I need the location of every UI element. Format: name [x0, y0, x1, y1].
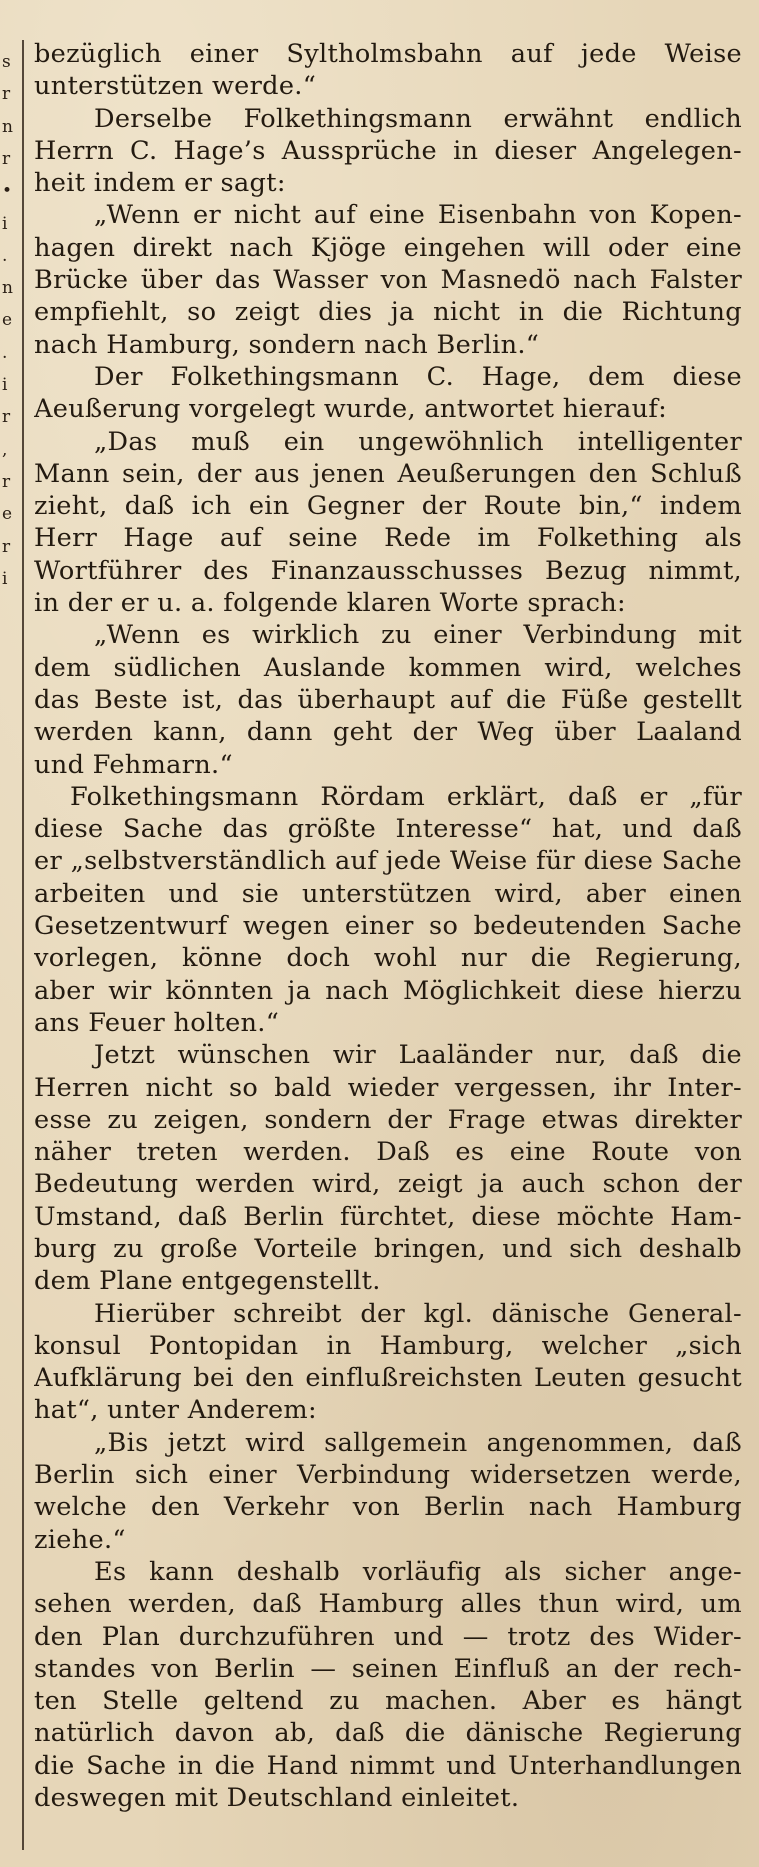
text-line: konsul Pontopidan in Hamburg, welcher „sich	[34, 1330, 742, 1361]
text-line: Brücke über das Wasser von Masnedö nach Falster	[34, 265, 742, 296]
text-line: vorlegen, könne doch wohl nur die Regierung,	[34, 943, 742, 974]
text-line: unterstützen werde.“	[34, 71, 317, 102]
text-line: esse zu zeigen, sondern der Frage etwas direkter	[34, 1104, 742, 1135]
text-line: ziehe.“	[34, 1524, 126, 1555]
text-line: arbeiten und sie unterstützen wird, aber einen	[34, 878, 742, 909]
paragraph	[34, 199, 742, 360]
text-line: den Plan durchzuführen und — trotz des Wider-	[34, 1621, 742, 1652]
margin-fragment: e	[2, 310, 13, 331]
paragraph	[34, 1556, 742, 1814]
text-line: näher treten werden. Daß es eine Route von	[34, 1137, 742, 1168]
text-line: bezüglich einer Syltholmsbahn auf jede Weise	[34, 39, 742, 69]
text-line: welche den Verkehr von Berlin nach Hamburg	[34, 1492, 742, 1523]
paragraph	[34, 619, 742, 780]
margin-fragment: ,	[2, 439, 8, 460]
text-line: Aeußerung vorgelegt wurde, antwortet hierauf:	[34, 394, 668, 425]
text-line: er „selbstverständlich auf jede Weise für diese Sache	[34, 846, 742, 877]
paragraph	[34, 426, 742, 620]
column-rule	[22, 40, 24, 1850]
margin-fragment: i	[2, 568, 8, 589]
margin-fragment: r	[2, 148, 11, 169]
text-line: „Das muß ein ungewöhnlich intelligenter	[94, 426, 742, 457]
margin-fragment: n	[2, 116, 13, 137]
margin-fragment: .	[2, 342, 8, 363]
margin-fragment: r	[2, 471, 11, 492]
margin-fragment: •	[2, 181, 13, 202]
text-line: Bedeutung werden wird, zeigt ja auch schon der	[34, 1169, 742, 1200]
text-line: deswegen mit Deutschland einleitet.	[34, 1783, 520, 1814]
text-line: heit indem er sagt:	[34, 168, 286, 199]
text-line: aber wir könnten ja nach Möglichkeit diese hierzu	[34, 975, 742, 1006]
text-line: natürlich davon ab, daß die dänische Regierung	[34, 1718, 742, 1749]
margin-fragment: r	[2, 536, 11, 557]
text-line: werden kann, dann geht der Weg über Laaland	[34, 717, 742, 748]
text-line: Herr Hage auf seine Rede im Folkething als	[34, 523, 742, 554]
text-line: diese Sache das größte Interesse“ hat, und daß	[34, 814, 742, 845]
text-line: und Fehmarn.“	[34, 749, 233, 780]
text-line: „Wenn er nicht auf eine Eisenbahn von Kopen-	[94, 200, 742, 231]
text-line: burg zu große Vorteile bringen, und sich deshalb	[34, 1233, 742, 1264]
text-line: ten Stelle geltend zu machen. Aber es hängt	[34, 1686, 742, 1717]
margin-fragment: r	[2, 407, 11, 428]
text-line: Hierüber schreibt der kgl. dänische General-	[94, 1298, 742, 1329]
paragraph	[34, 781, 742, 1039]
text-line: Es kann deshalb vorläufig als sicher ange-	[94, 1556, 742, 1587]
text-line: Derselbe Folkethingsmann erwähnt endlich	[94, 103, 742, 134]
text-line: dem südlichen Auslande kommen wird, welches	[34, 652, 742, 683]
text-line: Berlin sich einer Verbindung widersetzen werde,	[34, 1460, 742, 1491]
paragraph	[34, 1039, 742, 1297]
text-line: Herrn C. Hage’s Aussprüche in dieser Angelegen-	[34, 135, 742, 166]
paragraph	[34, 1427, 742, 1556]
text-line: in der er u. a. folgende klaren Worte sprach:	[34, 588, 626, 619]
text-line: dem Plane entgegenstellt.	[34, 1266, 381, 1297]
margin-fragment: n	[2, 278, 13, 299]
text-line: Mann sein, der aus jenen Aeußerungen den Schluß	[34, 458, 742, 489]
text-line: hagen direkt nach Kjöge eingehen will oder eine	[34, 232, 742, 263]
margin-fragment: e	[2, 504, 13, 525]
text-line: nach Hamburg, sondern nach Berlin.“	[34, 329, 540, 360]
text-line: Der Folkethingsmann C. Hage, dem diese	[94, 361, 742, 392]
margin-fragment: r	[2, 84, 11, 105]
text-line: „Bis jetzt wird sallgemein angenommen, daß	[94, 1427, 742, 1458]
paragraph	[34, 103, 742, 200]
text-line: Wortführer des Finanzausschusses Bezug nimmt,	[34, 555, 742, 586]
text-line: Umstand, daß Berlin fürchtet, diese möchte Ham-	[34, 1201, 742, 1232]
text-line: standes von Berlin — seinen Einfluß an der rech-	[34, 1653, 742, 1684]
text-line: das Beste ist, das überhaupt auf die Füße gestellt	[34, 684, 742, 715]
paragraph	[34, 361, 742, 426]
text-line: Herren nicht so bald wieder vergessen, ihr Inter-	[34, 1072, 742, 1103]
text-line: Aufklärung bei den einflußreichsten Leuten gesucht	[34, 1363, 742, 1394]
text-line: Folkethingsmann Rördam erklärt, daß er „für	[70, 781, 742, 812]
text-line: ans Feuer holten.“	[34, 1007, 280, 1038]
margin-fragment: .	[2, 245, 8, 266]
text-line: empfiehlt, so zeigt dies ja nicht in die Richtung	[34, 297, 742, 328]
text-line: „Wenn es wirklich zu einer Verbindung mit	[94, 620, 742, 651]
text-line: die Sache in die Hand nimmt und Unterhandlungen	[34, 1750, 742, 1781]
margin-fragment: s	[2, 52, 11, 72]
article-column	[34, 38, 742, 1814]
margin-fragment: i	[2, 213, 8, 234]
text-line: sehen werden, daß Hamburg alles thun wird, um	[34, 1589, 742, 1620]
margin-fragment: i	[2, 375, 8, 395]
text-line: hat“, unter Anderem:	[34, 1395, 317, 1426]
text-line: Gesetzentwurf wegen einer so bedeutenden Sache	[34, 911, 742, 942]
text-line: Jetzt wünschen wir Laaländer nur, daß die	[94, 1040, 742, 1071]
paragraph	[34, 1298, 742, 1427]
text-line: zieht, daß ich ein Gegner der Route bin,“ indem	[34, 491, 742, 522]
paragraph	[34, 38, 742, 103]
